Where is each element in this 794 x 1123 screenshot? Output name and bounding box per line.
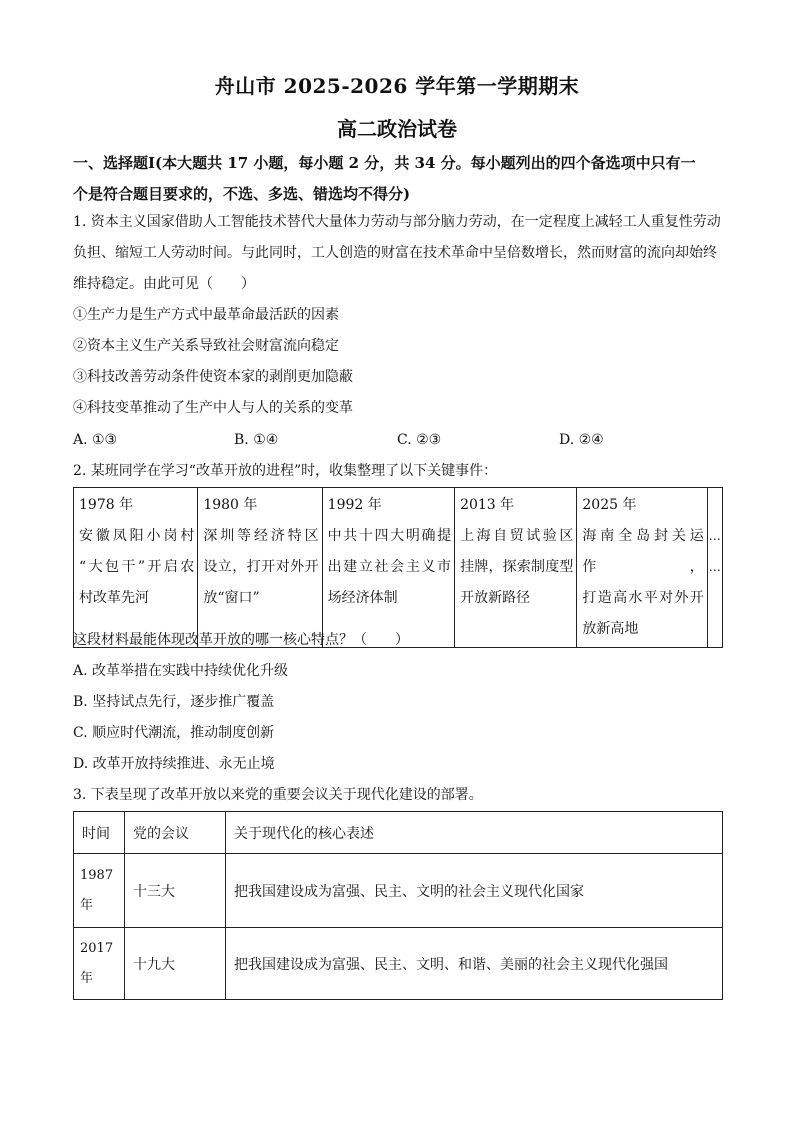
table-row	[74, 488, 723, 648]
event-line: 海南全岛封关运作，	[582, 528, 704, 575]
table-header-cell: 党的会议	[125, 812, 226, 854]
event-cell	[198, 488, 322, 648]
event-cell	[455, 488, 577, 648]
q1-stem-line: 维持稳定。由此可见（ ）	[73, 276, 255, 292]
q2-option-d[interactable]: D. 改革开放持续推进、永无止境	[73, 756, 275, 772]
meeting-cell: 十九大	[125, 928, 226, 1000]
event-cell	[74, 488, 198, 648]
q1-options	[73, 425, 729, 456]
event-line: 开放新路径	[460, 590, 531, 606]
row-year: 1987	[80, 867, 114, 883]
q1-option-a[interactable]: A. ①③	[73, 432, 118, 448]
event-line: 村改革先河	[79, 590, 149, 606]
q1-item: ④科技变革推动了生产中人与人的关系的变革	[73, 400, 353, 416]
section-heading	[73, 148, 729, 210]
q2-option-c[interactable]: C. 顺应时代潮流，推动制度创新	[73, 725, 275, 741]
q1-item: ②资本主义生产关系导致社会财富流向稳定	[73, 338, 339, 354]
event-line: 设立，打开对外开	[203, 559, 319, 575]
q2-option-b[interactable]: B. 坚持试点先行，逐步推广覆盖	[73, 694, 275, 710]
section-heading-line: 个是符合题目要求的，不选、多选、错选均不得分)	[73, 185, 411, 203]
row-year: 2017	[80, 940, 114, 956]
q1-option-d[interactable]: D. ②④	[559, 432, 604, 448]
row-year-unit: 年	[80, 970, 94, 986]
event-line: 放新高地	[582, 621, 639, 637]
table-row	[74, 928, 723, 1000]
event-year: 2025 年	[582, 497, 637, 513]
year-cell	[74, 854, 125, 928]
ellipsis-mark: …	[708, 560, 721, 574]
ellipsis-mark: …	[708, 529, 721, 543]
content-cell: 把我国建设成为富强、民主、文明的社会主义现代化国家	[226, 854, 723, 928]
exam-title: 舟山市 2025-2026 学年第一学期期末	[214, 74, 580, 98]
event-line: 放“窗口”	[203, 590, 260, 606]
event-year: 1978 年	[79, 497, 134, 513]
event-year: 1980 年	[203, 497, 258, 513]
q1-item: ①生产力是生产方式中最革命最活跃的因素	[73, 307, 339, 323]
event-line: 打造高水平对外开	[582, 590, 704, 606]
row-year-unit: 年	[80, 897, 94, 913]
q3-table	[73, 811, 723, 1000]
event-line: 上海自贸试验区	[460, 528, 574, 544]
q3-stem: 3. 下表呈现了改革开放以来党的重要会议关于现代化建设的部署。	[73, 787, 483, 803]
meeting-cell: 十三大	[125, 854, 226, 928]
content-cell: 把我国建设成为富强、民主、文明、和谐、美丽的社会主义现代化强国	[226, 928, 723, 1000]
event-line: 场经济体制	[327, 590, 398, 606]
year-cell	[74, 928, 125, 1000]
q2-question-block	[73, 625, 729, 811]
event-year: 2013 年	[460, 497, 515, 513]
q1-item: ③科技改善劳动条件使资本家的剥削更加隐蔽	[73, 369, 353, 385]
event-line: “大包干”开启农	[79, 559, 195, 575]
event-line: 出建立社会主义市	[327, 559, 452, 575]
table-header-cell: 关于现代化的核心表述	[226, 812, 723, 854]
q2-option-a[interactable]: A. 改革举措在实践中持续优化升级	[73, 663, 289, 679]
exam-subtitle: 高二政治试卷	[337, 117, 457, 141]
q1-option-c[interactable]: C. ②③	[397, 432, 442, 448]
q2-stem: 2. 某班同学在学习“改革开放的进程”时，收集整理了以下关键事件：	[73, 463, 498, 479]
ellipsis-cell	[707, 488, 722, 648]
event-cell	[577, 488, 707, 648]
q1-stem	[73, 207, 729, 424]
q1-stem-line: 1. 资本主义国家借助人工智能技术替代大量体力劳动与部分脑力劳动，在一定程度上减轻工人重复性劳动	[73, 214, 721, 230]
event-line: 挂牌，探索制度型	[460, 559, 574, 575]
table-header-row	[74, 812, 723, 854]
q1-stem-line: 负担、缩短工人劳动时间。与此同时，工人创造的财富在技术革命中呈倍数增长，然而财富的流向却始终	[73, 245, 717, 261]
event-line: 中共十四大明确提	[327, 528, 452, 544]
q2-events-table	[73, 487, 723, 648]
table-header-cell: 时间	[74, 812, 125, 854]
event-cell	[322, 488, 454, 648]
section-heading-line: 一、选择题Ⅰ(本大题共 17 小题，每小题 2 分，共 34 分。每小题列出的四个备选项中只有一	[73, 154, 696, 172]
table-row	[74, 854, 723, 928]
event-year: 1992 年	[327, 497, 382, 513]
q2-question: 这段材料最能体现改革开放的哪一核心特点？（ ）	[73, 632, 409, 648]
event-line: 深圳等经济特区	[203, 528, 319, 544]
q1-option-b[interactable]: B. ①④	[234, 432, 279, 448]
event-line: 安徽凤阳小岗村	[79, 528, 195, 544]
